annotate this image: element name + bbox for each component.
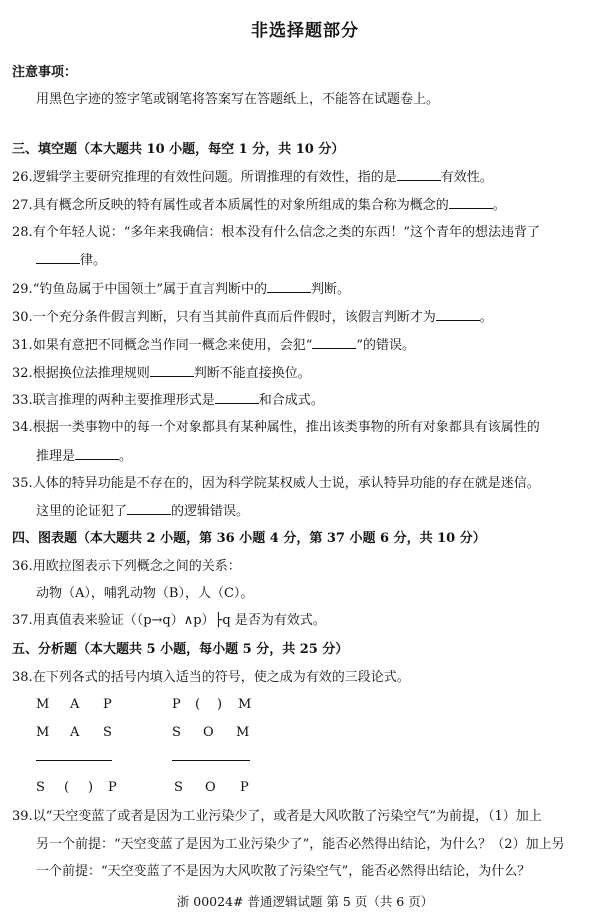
- question-26: [12, 168, 493, 187]
- page-title: 非选择题部分: [251, 21, 359, 41]
- question-text: 根据换位法推理规则: [32, 366, 150, 381]
- question-text: 逻辑学主要研究推理的有效性问题。所谓推理的有效性，指的是: [32, 170, 397, 185]
- question-33: [12, 391, 324, 410]
- question-text-tail: ”的错误。: [356, 338, 415, 353]
- question-text: 根据一类事物中的每一个对象都具有某种属性，推出该类事物的所有对象都具有该属性的: [32, 420, 540, 435]
- answer-blank[interactable]: [215, 391, 259, 404]
- question-number: 33.: [12, 393, 33, 408]
- question-text-tail: 的逻辑错误。: [171, 504, 250, 519]
- section4-heading: 四、图表题（本大题共 2 小题，第 36 小题 4 分，第 37 小题 6 分，共 10 分）: [12, 531, 486, 546]
- question-number: 32.: [12, 366, 33, 381]
- term: M: [238, 697, 252, 712]
- question-text-tail: 判断。: [310, 282, 350, 297]
- question-35: [12, 475, 540, 493]
- question-text: 具有概念所反映的特有属性或者本质属性的对象所组成的集合称为概念的: [32, 198, 449, 213]
- question-37: [12, 612, 326, 630]
- question-text-tail: 律。: [80, 253, 107, 268]
- term: S: [172, 725, 181, 740]
- question-number: 28.: [12, 225, 33, 240]
- notice-heading: 注意事项：: [12, 65, 78, 80]
- question-36: [12, 558, 241, 576]
- question-number: 30.: [12, 310, 33, 325]
- question-number: 35.: [12, 476, 33, 491]
- question-text-tail: 判断不能直接换位。: [193, 366, 311, 381]
- question-text: 这里的论证犯了: [36, 504, 128, 519]
- question-text: 联言推理的两种主要推理形式是: [32, 393, 215, 408]
- question-39-line3: 一个前提：“天空变蓝了不是因为大风吹散了污染空气”，能否必然得出结论，为什么？: [36, 864, 531, 879]
- question-text: 人体的特异功能是不存在的，因为科学院某权威人士说，承认特异功能的存在就是迷信。: [32, 476, 540, 491]
- question-number: 38.: [12, 670, 33, 685]
- term: M: [36, 725, 50, 740]
- question-text: 如果有意把不同概念当作同一概念来使用，会犯“: [32, 338, 313, 353]
- question-28: [12, 224, 540, 242]
- question-text-tail: 。: [119, 449, 133, 464]
- syllogism-divider: [172, 760, 250, 761]
- term: M: [236, 725, 250, 740]
- question-text: 在下列各式的括号内填入适当的符号，使之成为有效的三段论式。: [32, 670, 410, 685]
- answer-blank[interactable]: [397, 168, 441, 181]
- question-34-cont: [36, 447, 132, 466]
- question-text-tail: 。: [479, 310, 493, 325]
- section5-heading: 五、分析题（本大题共 5 小题，每小题 5 分，共 25 分）: [12, 642, 349, 657]
- question-number: 37.: [12, 613, 33, 628]
- question-text: 以“天空变蓝了或者是因为工业污染少了，或者是大风吹散了污染空气”为前提，（1）加上: [32, 809, 542, 824]
- question-39: [12, 808, 542, 826]
- answer-blank[interactable]: [312, 336, 356, 349]
- question-number: 39.: [12, 809, 33, 824]
- question-number: 27.: [12, 198, 33, 213]
- question-text: 用欧拉图表示下列概念之间的关系：: [32, 559, 241, 574]
- answer-blank[interactable]: [127, 502, 171, 515]
- bracket[interactable]: ): [88, 780, 94, 795]
- term: S: [36, 780, 45, 795]
- question-29: [12, 280, 350, 299]
- question-text: 推理是: [36, 449, 76, 464]
- answer-blank[interactable]: [267, 280, 311, 293]
- section3-heading: 三、填空题（本大题共 10 小题，每空 1 分，共 10 分）: [12, 142, 345, 157]
- question-38: [12, 669, 410, 687]
- question-text-tail: 和合成式。: [258, 393, 324, 408]
- question-text: 有个年轻人说：“多年来我确信：根本没有什么信念之类的东西！”这个青年的想法违背了: [32, 225, 540, 240]
- question-30: [12, 308, 493, 327]
- bracket: (: [64, 780, 70, 795]
- question-text-tail: 。: [492, 198, 506, 213]
- answer-blank[interactable]: [36, 251, 80, 264]
- term: A: [70, 697, 80, 712]
- term: S: [174, 780, 183, 795]
- term: A: [70, 725, 80, 740]
- term: S: [103, 725, 112, 740]
- question-text-tail: 有效性。: [440, 170, 493, 185]
- question-number: 26.: [12, 170, 33, 185]
- question-31: [12, 336, 415, 355]
- question-39-line2: 另一个前提：“天空变蓝了是因为工业污染少了”，能否必然得出结论，为什么？（2）加上另: [36, 837, 565, 852]
- answer-blank[interactable]: [150, 364, 194, 377]
- term: M: [36, 697, 50, 712]
- answer-blank[interactable]: [436, 308, 480, 321]
- question-text: 用真值表来验证（（p→q）∧p）├q 是否为有效式。: [32, 613, 326, 628]
- question-34: [12, 419, 540, 437]
- bracket: (: [195, 697, 201, 712]
- page-footer: 浙 00024# 普通逻辑试题 第 5 页（共 6 页）: [176, 894, 434, 909]
- question-text: 一个充分条件假言判断，只有当其前件真而后件假时，该假言判断才为: [32, 310, 436, 325]
- question-number: 31.: [12, 338, 33, 353]
- question-number: 34.: [12, 420, 33, 435]
- question-32: [12, 364, 311, 383]
- question-28-cont: [36, 251, 106, 270]
- term: P: [240, 780, 249, 795]
- question-text: “钓鱼岛属于中国领土”属于直言判断中的: [32, 282, 267, 297]
- syllogism-divider: [36, 760, 112, 761]
- question-27: [12, 196, 506, 215]
- term: O: [205, 780, 216, 795]
- bracket[interactable]: ): [217, 697, 223, 712]
- question-35-cont: [36, 502, 249, 521]
- term: P: [172, 697, 181, 712]
- term: P: [108, 780, 117, 795]
- question-number: 36.: [12, 559, 33, 574]
- term: P: [103, 697, 112, 712]
- answer-blank[interactable]: [75, 447, 119, 460]
- question-number: 29.: [12, 282, 33, 297]
- notice-text: 用黑色字迹的签字笔或钢笔将答案写在答题纸上，不能答在试题卷上。: [36, 92, 440, 107]
- term: O: [203, 725, 214, 740]
- question-36-concepts: 动物（A），哺乳动物（B），人（C）。: [36, 586, 254, 601]
- answer-blank[interactable]: [449, 196, 493, 209]
